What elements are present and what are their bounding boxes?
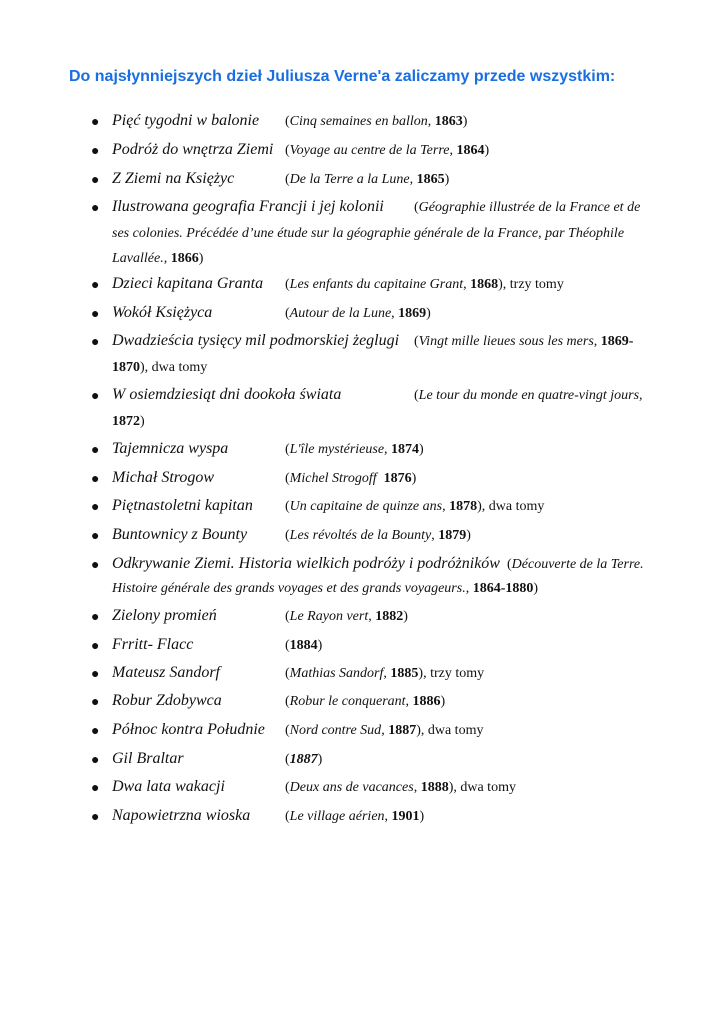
year: 1869- xyxy=(600,334,634,349)
year: 1864-1880 xyxy=(472,581,534,596)
year: 1868 xyxy=(470,277,499,292)
year: 1901 xyxy=(391,809,420,824)
french-title: L'île mystérieuse xyxy=(289,442,385,457)
polish-title: Piętnastoletni kapitan xyxy=(112,497,253,514)
bullet-icon: ● xyxy=(91,724,100,739)
year: 1885 xyxy=(390,666,419,681)
french-title: Découverte de la Terre. xyxy=(511,557,644,572)
bullet-icon: ● xyxy=(91,278,100,293)
french-title: Robur le conquerant xyxy=(289,694,406,709)
polish-title: Ilustrowana geografia Francji i jej kolonii xyxy=(112,198,384,215)
bullet-icon: ● xyxy=(91,173,100,188)
year: 1876 xyxy=(383,471,412,486)
polish-title: Podróż do wnętrza Ziemi xyxy=(112,141,274,158)
year: 1887 xyxy=(388,723,417,738)
year: 1886 xyxy=(412,694,441,709)
french-title: Nord contre Sud xyxy=(289,723,382,738)
polish-title: Dzieci kapitana Granta xyxy=(112,275,264,292)
year: 1878 xyxy=(449,499,478,514)
polish-title: Wokół Księżyca xyxy=(112,304,213,321)
year: 1884 xyxy=(289,638,318,653)
french-title: Deux ans de vacances xyxy=(289,780,414,795)
bullet-icon: ● xyxy=(91,115,100,130)
french-title: Un capitaine de quinze ans xyxy=(289,499,443,514)
polish-title: Tajemnicza wyspa xyxy=(112,440,229,457)
year: 1866 xyxy=(170,251,199,266)
french-title-cont: Lavallée. xyxy=(112,251,164,266)
french-title-cont: ses colonies. Précédée d’une étude sur la géographie générale de la France, par Théophile xyxy=(112,226,625,241)
year: 1874 xyxy=(391,442,420,457)
polish-title: Napowietrzna wioska xyxy=(112,807,251,824)
polish-title: Mateusz Sandorf xyxy=(112,664,220,681)
bullet-icon: ● xyxy=(91,667,100,682)
polish-title: Z Ziemi na Księżyc xyxy=(112,170,235,187)
polish-title: Gil Braltar xyxy=(112,750,184,767)
bullet-icon: ● xyxy=(91,500,100,515)
polish-title: Północ kontra Południe xyxy=(112,721,265,738)
bullet-icon: ● xyxy=(91,639,100,654)
french-title: Le tour du monde en quatre-vingt jours, xyxy=(418,388,643,403)
bullet-icon: ● xyxy=(91,529,100,544)
french-title: Cinq semaines en ballon xyxy=(289,114,428,129)
polish-title: Zielony promień xyxy=(112,607,217,624)
french-title: Mathias Sandorf xyxy=(289,666,384,681)
polish-title: Michał Strogow xyxy=(112,469,215,486)
year: 1864 xyxy=(456,143,485,158)
volume-note: dwa tomy xyxy=(151,360,208,375)
french-title: Le Rayon vert xyxy=(289,609,369,624)
volume-note: dwa tomy xyxy=(460,780,516,795)
polish-title: Pięć tygodni w balonie xyxy=(112,112,260,129)
french-title: Le village aérien xyxy=(289,809,385,824)
french-title: Autour de la Lune xyxy=(289,306,392,321)
polish-title: Frritt- Flacc xyxy=(112,636,194,653)
french-title: Vingt mille lieues sous les mers xyxy=(418,334,594,349)
bullet-icon: ● xyxy=(91,335,100,350)
bullet-icon: ● xyxy=(91,472,100,487)
polish-title: Robur Zdobywca xyxy=(112,692,222,709)
year: 1865 xyxy=(416,172,445,187)
bullet-icon: ● xyxy=(91,695,100,710)
volume-note: dwa tomy xyxy=(488,499,545,514)
polish-title: Dwadzieścia tysięcy mil podmorskiej żeglugi xyxy=(112,332,400,349)
french-title: Les enfants du capitaine Grant xyxy=(289,277,464,292)
french-title: Les révoltés de la Bounty xyxy=(289,528,432,543)
bullet-icon: ● xyxy=(91,443,100,458)
bullet-icon: ● xyxy=(91,558,100,573)
year: 1879 xyxy=(438,528,467,543)
bullet-icon: ● xyxy=(91,781,100,796)
year-cont: 1870 xyxy=(112,360,140,375)
year: 1872 xyxy=(112,414,140,429)
bullet-icon: ● xyxy=(91,753,100,768)
year: 1887 xyxy=(289,752,318,767)
volume-note: trzy tomy xyxy=(430,666,485,681)
year: 1888 xyxy=(420,780,449,795)
year: 1863 xyxy=(434,114,463,129)
french-title: Voyage au centre de la Terre xyxy=(289,143,450,158)
bullet-icon: ● xyxy=(91,389,100,404)
polish-title: Dwa lata wakacji xyxy=(112,778,225,795)
french-title-cont: Histoire générale des grands voyages et des grands voyageurs. xyxy=(112,581,466,596)
polish-title: Buntownicy z Bounty xyxy=(112,526,248,543)
french-title: Michel Strogoff xyxy=(289,471,377,486)
bullet-icon: ● xyxy=(91,307,100,322)
polish-title: Odkrywanie Ziemi. Historia wielkich podróży i podróżników xyxy=(112,555,500,572)
bullet-icon: ● xyxy=(91,810,100,825)
year: 1882 xyxy=(375,609,404,624)
year: 1869 xyxy=(398,306,427,321)
volume-note: trzy tomy xyxy=(509,277,564,292)
french-title: Géographie illustrée de la France et de xyxy=(418,200,641,215)
polish-title: W osiemdziesiąt dni dookoła świata xyxy=(112,386,342,403)
bullet-icon: ● xyxy=(91,201,100,216)
bullet-icon: ● xyxy=(91,144,100,159)
bullet-icon: ● xyxy=(91,610,100,625)
document-page: Do najsłynniejszych dzieł Juliusza Verne'a zaliczamy przede wszystkim: ● Pięć tygodni w balonie (Cinq semaines en ballon, 1863) ● Podróż do wnętrza Ziemi (Voyage au centre de la Terre, 1864) ● Z Ziemi na Księżyc (De la Terre a la Lune, 1865) ● Ilustrowana geografia Francji i jej kolonii (Géographie illustrée de la France et de ses colonies. Précédée d’une étude sur la géographie générale de la France, par Théophile Lavallée., 1866) ● Dzieci kapitana Granta (Les enfants du capitaine Grant, 1868), trzy tomy ● Wokół Księżyca (Autour de la Lune, 1869) ● Dwadzieścia tysięcy mil podmorskiej żeglugi (Vingt mille lieues sous les mers, 1869- 1870), dwa tomy ● W osiemdziesiąt dni dookoła świata (Le tour du monde en quatre-vingt jours, 1872) ● Tajemnicza wyspa (L'île mystérieuse, 1874) ● Michał Strogow (Michel Strogoff 1876) ● Piętnastoletni kapitan (Un capitaine de quinze ans, 1878), dwa tomy ● Buntownicy z Bounty (Les révoltés de la Bounty, 1879) ● Odkrywanie Ziemi. Historia wielkich podróży i podróżników (Découverte de la Terre. Histoire générale des grands voyages et des grands voyageurs., 1864-1880) ● Zielony promień (Le Rayon vert, 1882) ● Frritt- Flacc (1884) ● Mateusz Sandorf (Mathias Sandorf, 1885), trzy tomy ● Robur Zdobywca (Robur le conquerant, 1886) ● Północ kontra Południe (Nord contre Sud, 1887), dwa tomy ● Gil Braltar (1887) ● Dwa lata wakacji (Deux ans de vacances, 1888), dwa tomy ● Napowietrzna wioska (Le village aérien, 1901) xyxy=(69,68,644,825)
page-heading: Do najsłynniejszych dzieł Juliusza Verne'a zaliczamy przede wszystkim: xyxy=(69,68,616,85)
volume-note: dwa tomy xyxy=(427,723,484,738)
french-title: De la Terre a la Lune xyxy=(289,172,410,187)
